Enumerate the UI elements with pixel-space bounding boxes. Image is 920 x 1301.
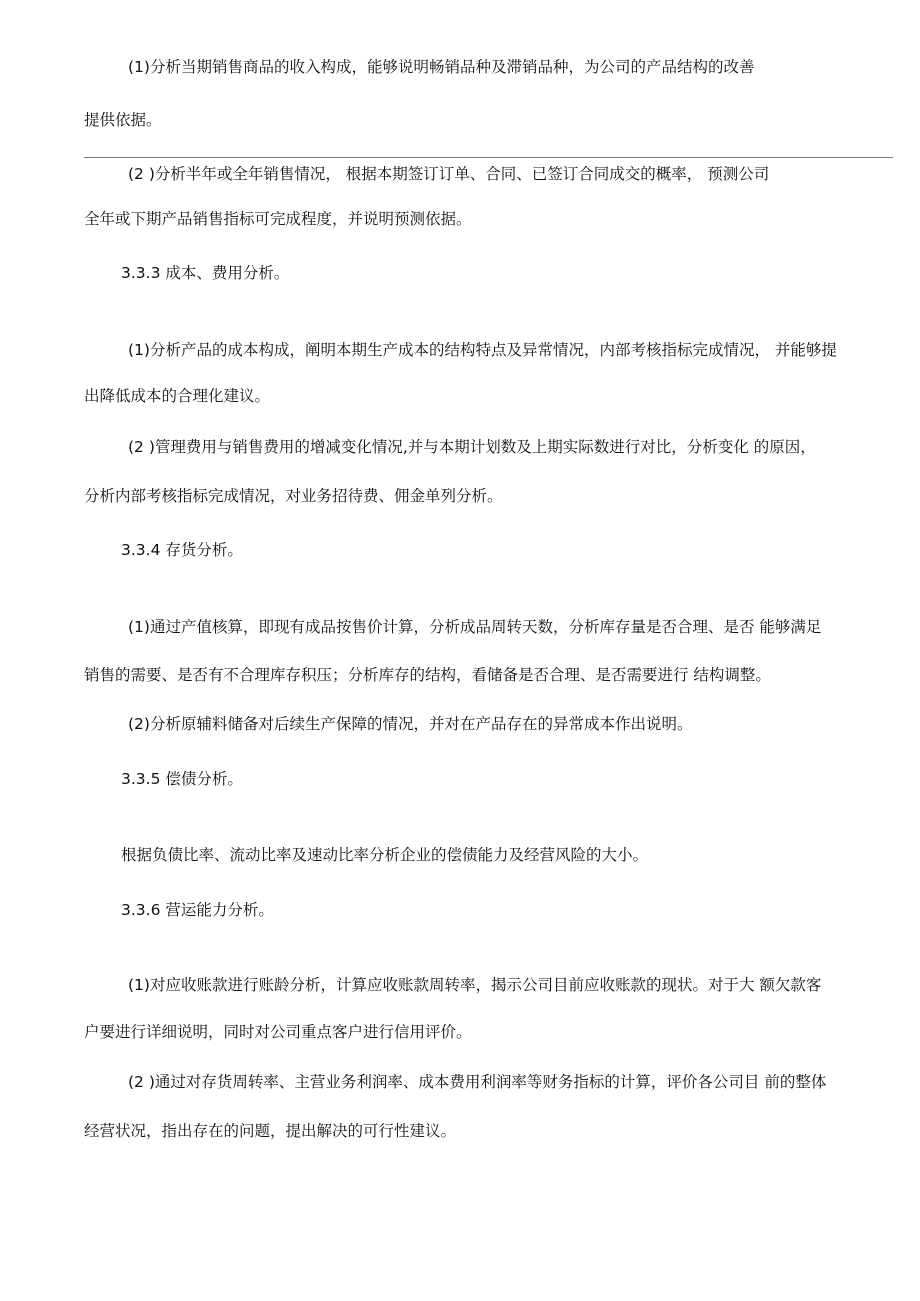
paragraph-line: 全年或下期产品销售指标可完成程度，并说明预测依据。 — [84, 210, 472, 228]
horizontal-divider — [84, 157, 893, 158]
paragraph-line: (1)分析当期销售商品的收入构成，能够说明畅销品种及滞销品种，为公司的产品结构的改善 — [128, 58, 755, 76]
paragraph-line: 出降低成本的合理化建议。 — [84, 387, 271, 405]
paragraph-line: (2)分析原辅料储备对后续生产保障的情况，并对在产品存在的异常成本作出说明。 — [128, 715, 693, 733]
section-heading: 3.3.4 存货分析。 — [121, 541, 243, 559]
section-heading: 3.3.5 偿债分析。 — [121, 770, 243, 788]
paragraph-line: (1)分析产品的成本构成，阐明本期生产成本的结构特点及异常情况，内部考核指标完成情况， 并能够提 — [128, 341, 837, 359]
section-heading: 3.3.6 营运能力分析。 — [121, 901, 274, 919]
paragraph-line: (1)通过产值核算，即现有成品按售价计算，分析成品周转天数，分析库存量是否合理、是否 能够满足 — [128, 618, 822, 636]
paragraph-line: 销售的需要、是否有不合理库存积压；分析库存的结构，看储备是否合理、是否需要进行 结构调整。 — [84, 666, 771, 684]
paragraph-line: (1)对应收账款进行账龄分析，计算应收账款周转率，揭示公司目前应收账款的现状。对于大 额欠款客 — [128, 976, 822, 994]
section-heading: 3.3.3 成本、费用分析。 — [121, 264, 290, 282]
paragraph-line: 户要进行详细说明，同时对公司重点客户进行信用评价。 — [84, 1023, 472, 1041]
paragraph-line: 提供依据。 — [84, 111, 162, 129]
paragraph-line: 经营状况，指出存在的问题，提出解决的可行性建议。 — [84, 1122, 457, 1140]
paragraph-line: (2 )通过对存货周转率、主营业务利润率、成本费用利润率等财务指标的计算，评价各公司目 前的整体 — [128, 1073, 827, 1091]
paragraph-line: (2 )管理费用与销售费用的增减变化情况,并与本期计划数及上期实际数进行对比，分析变化 的原因， — [128, 438, 816, 456]
paragraph-line: 根据负债比率、流动比率及速动比率分析企业的偿债能力及经营风险的大小。 — [121, 846, 649, 864]
paragraph-line: (2 )分析半年或全年销售情况， 根据本期签订订单、合同、已签订合同成交的概率， 预测公司 — [128, 165, 770, 183]
paragraph-line: 分析内部考核指标完成情况，对业务招待费、佣金单列分析。 — [84, 487, 503, 505]
